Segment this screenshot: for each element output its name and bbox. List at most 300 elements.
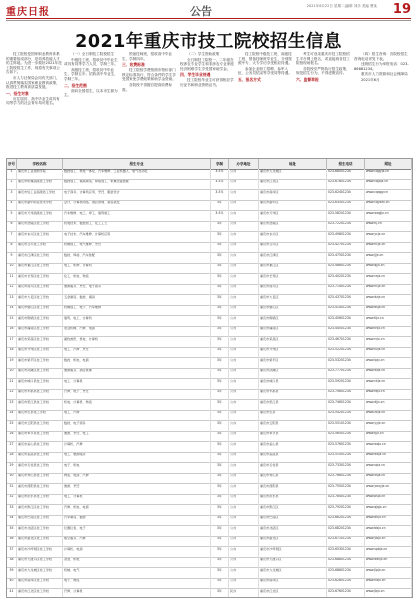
- table-cell: 39: [7, 568, 17, 579]
- table-cell: 3年: [211, 369, 229, 380]
- table-cell: 重庆市江津区: [259, 253, 327, 264]
- table-cell: 旅游服务、烹饪、电子商务: [63, 285, 211, 296]
- table-cell: 023-66201234: [327, 516, 365, 527]
- table-cell: www.qjqjx.cn: [365, 505, 412, 516]
- table-cell: 023-71401234: [327, 285, 365, 296]
- table-cell: 22: [7, 390, 17, 401]
- table-cell: 公办: [229, 306, 259, 317]
- table-row: [7, 379, 412, 390]
- table-cell: 重庆市渝北区: [259, 537, 327, 548]
- table-cell: www.bnjx.cn: [365, 516, 412, 527]
- table-cell: 公办: [229, 348, 259, 359]
- table-cell: 1: [7, 169, 17, 180]
- table-row: [7, 180, 412, 191]
- section-heading: 四、学生毕业待遇: [180, 72, 211, 78]
- table-cell: 25: [7, 421, 17, 432]
- newspaper-logo: 重庆日报: [6, 7, 50, 18]
- table-cell: 汽修、电子、烹饪: [63, 390, 211, 401]
- table-cell: www.jbjx.cn: [365, 589, 412, 598]
- table-cell: 3年: [211, 537, 229, 548]
- table-cell: www.cqjxjx.cn: [365, 180, 412, 191]
- table-cell: 20: [7, 369, 17, 380]
- table-cell: 计算机、电商: [63, 547, 211, 558]
- article-column: [64, 52, 120, 156]
- table-row: [7, 411, 412, 422]
- table-cell: 公办: [229, 369, 259, 380]
- paragraph: 预备技师班，招收高中毕业生，学制四年。: [122, 52, 173, 61]
- table-cell: 公办: [229, 526, 259, 537]
- table-cell: 5: [7, 211, 17, 222]
- table-cell: 公办: [229, 253, 259, 264]
- table-cell: 37: [7, 547, 17, 558]
- table-cell: 3年: [211, 453, 229, 464]
- paragraph: 面向全国招生，以本市生源为主。: [64, 88, 118, 98]
- table-cell: 重庆市万州高级技工学校: [17, 211, 63, 222]
- table-cell: 物流、电商、汽修: [63, 474, 211, 485]
- paragraph: 技工院校中级技工班、高级技工班、预备技师班毕业生，分别按照中专、大专学历享受相应待遇。: [238, 52, 292, 66]
- section-heading: 二、招生范围: [64, 82, 87, 88]
- article-column: [6, 52, 62, 156]
- table-cell: 重庆市沙坪坝区: [259, 547, 327, 558]
- table-cell: 会计、计算机网络、酒店管理、美容美发: [63, 201, 211, 212]
- table-cell: 重庆市大足区: [259, 295, 327, 306]
- table-cell: 电子商务、计算机应用、烹饪、服装设计: [63, 190, 211, 201]
- table-row: [7, 222, 412, 233]
- table-cell: www.ycjx.cn: [365, 232, 412, 243]
- table-row: [7, 253, 412, 264]
- table-cell: 重庆市潼南区技工学校: [17, 327, 63, 338]
- table-cell: 公办: [229, 379, 259, 390]
- table-row: [7, 453, 412, 464]
- table-cell: 机械加工、电子、汽车维修: [63, 306, 211, 317]
- table-cell: 数控、电子商务: [63, 421, 211, 432]
- table-cell: 40: [7, 579, 17, 590]
- table-cell: 重庆市黔江区技工学校: [17, 505, 63, 516]
- table-cell: 023-76601234: [327, 474, 365, 485]
- table-cell: 3年: [211, 484, 229, 495]
- table-cell: 公办: [229, 579, 259, 590]
- table-cell: 重庆市大足区技工学校: [17, 295, 63, 306]
- table-cell: 公办: [229, 285, 259, 296]
- table-cell: www.qjjx.cn: [365, 264, 412, 275]
- table-cell: 重庆市巫溪县技工学校: [17, 453, 63, 464]
- table-cell: 重庆市开州区: [259, 348, 327, 359]
- paragraph: 各院校应严格执行招生政策，规范招生行为，不得虚假宣传。: [296, 66, 350, 76]
- table-cell: 数控、焊接、汽车装配: [63, 253, 211, 264]
- table-cell: 023-68001234: [327, 169, 365, 180]
- table-cell: 27: [7, 442, 17, 453]
- section-heading: 五、报名方式: [238, 76, 261, 82]
- column-header: 学校名称: [17, 159, 63, 169]
- table-cell: 重庆市石柱县: [259, 463, 327, 474]
- table-cell: 32: [7, 495, 17, 506]
- school-table: [6, 158, 413, 598]
- table-cell: 电工、机修、计算机: [63, 264, 211, 275]
- table-row: [7, 526, 412, 537]
- table-cell: 民办: [229, 589, 259, 598]
- table-cell: 公办: [229, 232, 259, 243]
- table-cell: 公办: [229, 358, 259, 369]
- table-cell: www.bbjx.cn: [365, 526, 412, 537]
- table-cell: 3年: [211, 495, 229, 506]
- table-cell: 重庆市轻工业高级技工学校: [17, 190, 63, 201]
- paragraph: （二）学生资助政策: [187, 52, 220, 56]
- table-cell: 公办: [229, 547, 259, 558]
- column-header: 序号: [7, 159, 17, 169]
- table-cell: www.flj.cn: [365, 222, 412, 233]
- table-cell: 公办: [229, 201, 259, 212]
- table-row: [7, 547, 412, 558]
- table-cell: 11: [7, 274, 17, 285]
- table-cell: www.djjx.cn: [365, 400, 412, 411]
- issue-date: 2021年6月22日 星期二|编辑 刘乐 美编 曹某: [306, 4, 377, 8]
- table-cell: 数控、机电、电商: [63, 358, 211, 369]
- table-cell: 汽修、机电、电商: [63, 505, 211, 516]
- table-cell: 023-49801234: [327, 232, 365, 243]
- paragraph: 技工院校学费按照市物价部门核定标准执行，符合条件的学生享受国家免学费政策和助学金资助。: [122, 68, 176, 82]
- table-cell: www.cqgyjx.cn: [365, 169, 412, 180]
- table-cell: 汽车维修、电工、焊工、建筑施工: [63, 211, 211, 222]
- table-cell: 重庆市长寿区: [259, 274, 327, 285]
- table-cell: 重庆市巴南区: [259, 516, 327, 527]
- table-cell: 023-59201234: [327, 379, 365, 390]
- table-cell: 3年: [211, 432, 229, 443]
- table-cell: 公办: [229, 505, 259, 516]
- table-cell: 重庆市涪陵区技工学校: [17, 222, 63, 233]
- table-row: [7, 358, 412, 369]
- article-column: [354, 52, 410, 156]
- table-cell: 4: [7, 201, 17, 212]
- table-cell: 重庆市江北区: [259, 180, 327, 191]
- table-cell: 重庆市工业技师学院: [17, 169, 63, 180]
- table-cell: 3年: [211, 390, 229, 401]
- article-column: [180, 52, 236, 156]
- table-cell: 数控加工、机电一体化、汽车维修、工业机器人、电气自动化: [63, 169, 211, 180]
- table-cell: 023-44501234: [327, 327, 365, 338]
- article-column: [122, 52, 178, 156]
- table-cell: 重庆市沙坪坝区技工学校: [17, 547, 63, 558]
- table-cell: 12: [7, 285, 17, 296]
- table-cell: 计算机、汽修: [63, 442, 211, 453]
- table-cell: 公办: [229, 295, 259, 306]
- table-cell: 023-74601234: [327, 400, 365, 411]
- table-cell: 17: [7, 337, 17, 348]
- table-cell: 9: [7, 253, 17, 264]
- table-row: [7, 400, 412, 411]
- column-header: 招生电话: [327, 159, 365, 169]
- table-cell: 21: [7, 379, 17, 390]
- table-cell: 3年: [211, 358, 229, 369]
- column-header: 办学地址: [229, 159, 259, 169]
- table-cell: 重庆市永川区技工学校: [17, 232, 63, 243]
- table-cell: www.kzjx.cn: [365, 348, 412, 359]
- table-cell: 重庆市合川区: [259, 243, 327, 254]
- table-cell: www.wzgjjx.cn: [365, 211, 412, 222]
- table-cell: www.fdjx.cn: [365, 390, 412, 401]
- table-cell: 023-68801234: [327, 558, 365, 569]
- table-cell: 023-47501234: [327, 253, 365, 264]
- table-cell: 重庆市江北区技工学校: [17, 589, 63, 598]
- table-cell: 重庆市璧山区技工学校: [17, 306, 63, 317]
- table-cell: www.cqyzzx.cn: [365, 201, 412, 212]
- table-cell: 6: [7, 222, 17, 233]
- table-cell: 023-65301234: [327, 547, 365, 558]
- table-row: [7, 264, 412, 275]
- table-cell: 公办: [229, 537, 259, 548]
- table-cell: 重庆市彭水县: [259, 495, 327, 506]
- table-cell: 重庆市长寿区技工学校: [17, 274, 63, 285]
- table-cell: 重庆市巫溪县: [259, 453, 327, 464]
- table-cell: www.ddkjx.cn: [365, 558, 412, 569]
- table-cell: 公办: [229, 568, 259, 579]
- table-cell: 重庆市奉节县技工学校: [17, 432, 63, 443]
- table-cell: 023-46701234: [327, 337, 365, 348]
- table-cell: www.ckjx.cn: [365, 379, 412, 390]
- table-cell: 公办: [229, 264, 259, 275]
- table-cell: www.tljx.cn: [365, 316, 412, 327]
- table-row: [7, 463, 412, 474]
- table-cell: 重庆市武隆区技工学校: [17, 369, 63, 380]
- table-cell: 3年: [211, 232, 229, 243]
- table-row: [7, 495, 412, 506]
- table-cell: 3年: [211, 253, 229, 264]
- table-cell: 41: [7, 589, 17, 598]
- table-cell: 3年: [211, 547, 229, 558]
- table-cell: www.bsjx.cn: [365, 306, 412, 317]
- table-cell: 19: [7, 358, 17, 369]
- table-cell: 重庆市南川区: [259, 285, 327, 296]
- table-cell: 机电、计算机、物流: [63, 400, 211, 411]
- table-cell: 重庆市石柱县技工学校: [17, 463, 63, 474]
- table-row: [7, 274, 412, 285]
- table-cell: 仪器仪表、电子: [63, 526, 211, 537]
- table-cell: 重庆市合川技工学校: [17, 243, 63, 254]
- table-cell: 电子、机电: [63, 463, 211, 474]
- table-row: [7, 589, 412, 598]
- table-cell: 建筑、电工、计算机: [63, 316, 211, 327]
- table-cell: 公办: [229, 390, 259, 401]
- table-cell: 3年: [211, 463, 229, 474]
- table-cell: 公办: [229, 222, 259, 233]
- table-cell: 重庆市铜梁区: [259, 316, 327, 327]
- article-columns: [6, 52, 411, 156]
- table-cell: 重庆市南川区技工学校: [17, 285, 63, 296]
- paragraph: 各院校不得擅自提高收费标准。: [122, 82, 173, 92]
- table-cell: 24: [7, 411, 17, 422]
- table-cell: 3-5年: [211, 169, 229, 180]
- table-cell: 重庆市南岸区: [259, 190, 327, 201]
- table-cell: 023-57601234: [327, 442, 365, 453]
- table-row: [7, 201, 412, 212]
- table-row: [7, 579, 412, 590]
- table-cell: 023-45601234: [327, 316, 365, 327]
- table-cell: 冶金、机电: [63, 558, 211, 569]
- table-cell: www.xsjx.cn: [365, 474, 412, 485]
- table-cell: 023-68201234: [327, 526, 365, 537]
- table-cell: 3年: [211, 264, 229, 275]
- table-cell: 重庆市南岸区: [259, 579, 327, 590]
- table-cell: 重庆市潼南区: [259, 327, 327, 338]
- table-cell: 电子技术、汽车维修、计算机应用: [63, 232, 211, 243]
- table-cell: 重庆市忠县技工学校: [17, 411, 63, 422]
- table-row: [7, 484, 412, 495]
- table-cell: www.ncjx.cn: [365, 285, 412, 296]
- table-cell: 023-73301234: [327, 463, 365, 474]
- table-cell: 重庆市南岸区技工学校: [17, 579, 63, 590]
- paragraph: 技工院校是国家职业教育体系的重要组成部分，是培养技能人才的主阵地。为进一步做好2021年技工院校招生工作，现将有关事项公告如下。: [6, 52, 62, 75]
- table-cell: 3年: [211, 379, 229, 390]
- table-cell: www.wljx.cn: [365, 369, 412, 380]
- table-cell: 重庆市璧山区: [259, 306, 327, 317]
- table-cell: www.lpjx.cn: [365, 358, 412, 369]
- table-cell: 电子、物流: [63, 579, 211, 590]
- table-row: [7, 558, 412, 569]
- table-cell: 38: [7, 558, 17, 569]
- paragraph: （四）招生咨询：各院校招生咨询电话详见下表。: [354, 52, 408, 61]
- table-cell: 重庆市万州区: [259, 211, 327, 222]
- table-cell: 航空服务、汽修: [63, 537, 211, 548]
- column-header: 地址: [259, 159, 327, 169]
- table-cell: 重庆市巫山县技工学校: [17, 442, 63, 453]
- table-cell: 34: [7, 516, 17, 527]
- table-cell: 14: [7, 306, 17, 317]
- table-cell: 重庆市丰都县技工学校: [17, 390, 63, 401]
- paragraph: 中级技工班，招收初中毕业生或具有同等学力人员，学制三年。: [64, 57, 118, 67]
- table-cell: www.fjjx.cn: [365, 432, 412, 443]
- table-cell: 重庆市垫江县技工学校: [17, 400, 63, 411]
- table-cell: 公办: [229, 190, 259, 201]
- table-cell: www.yyjx.cn: [365, 421, 412, 432]
- table-cell: 重庆市江北区: [259, 589, 327, 598]
- table-cell: 023-40201234: [327, 274, 365, 285]
- paragraph: 参加企业职工招聘、参军入伍、公务员招录等享受同等待遇。: [238, 66, 292, 76]
- table-cell: 3年: [211, 348, 229, 359]
- table-cell: 重庆市秀山县技工学校: [17, 474, 63, 485]
- section-heading: 三、收费标准: [122, 62, 145, 68]
- table-cell: 电工、计算机: [63, 379, 211, 390]
- table-cell: 重庆市荣昌区: [259, 337, 327, 348]
- table-cell: 公办: [229, 400, 259, 411]
- table-cell: 3年: [211, 327, 229, 338]
- table-cell: 023-75501234: [327, 484, 365, 495]
- table-cell: 28: [7, 453, 17, 464]
- table-cell: www.rcjx.cn: [365, 337, 412, 348]
- table-cell: 重庆市綦江区: [259, 264, 327, 275]
- table-row: [7, 285, 412, 296]
- table-cell: 3年: [211, 274, 229, 285]
- section-heading: 一、招生对象: [6, 90, 29, 96]
- article-column: [238, 52, 294, 156]
- table-cell: 公办: [229, 558, 259, 569]
- table-cell: 公办: [229, 442, 259, 453]
- table-cell: 公办: [229, 180, 259, 191]
- table-cell: 公办: [229, 274, 259, 285]
- table-cell: 畜牧兽医、机电、计算机: [63, 337, 211, 348]
- table-cell: 3年: [211, 474, 229, 485]
- table-cell: 13: [7, 295, 17, 306]
- table-cell: www.najx.cn: [365, 579, 412, 590]
- article-column: [296, 52, 352, 156]
- table-cell: 重庆市江津区技工学校: [17, 253, 63, 264]
- table-cell: 3年: [211, 400, 229, 411]
- table-cell: www.wsjx.cn: [365, 442, 412, 453]
- table-cell: 023-68601234: [327, 568, 365, 579]
- table-row: [7, 390, 412, 401]
- table-cell: www.tnjx.cn: [365, 327, 412, 338]
- table-cell: 023-63501234: [327, 201, 365, 212]
- table-cell: 公办: [229, 484, 259, 495]
- table-cell: 023-55101234: [327, 421, 365, 432]
- table-row: [7, 442, 412, 453]
- table-cell: 重庆市梁平区: [259, 358, 327, 369]
- table-cell: 023-62401234: [327, 190, 365, 201]
- table-cell: 重庆市垫江县: [259, 400, 327, 411]
- section-title: 公告: [190, 5, 212, 18]
- paragraph: 考生可登录重庆市技工院校招生平台网上报名，或直接到各技工院校现场报名。: [296, 52, 350, 66]
- table-cell: 重庆市大渡口区: [259, 558, 327, 569]
- table-cell: 机械加工、电气维修、烹饪: [63, 243, 211, 254]
- table-cell: 3-5年: [211, 211, 229, 222]
- table-cell: www.psjx.cn: [365, 495, 412, 506]
- table-row: [7, 190, 412, 201]
- table-cell: 31: [7, 484, 17, 495]
- table-cell: 机械、电气: [63, 568, 211, 579]
- table-cell: 农业机械、汽修、电商: [63, 327, 211, 338]
- column-header: 学制: [211, 159, 229, 169]
- table-cell: 2: [7, 180, 17, 191]
- masthead-rule: [6, 18, 411, 19]
- table-cell: 重庆市机械高级技工学校: [17, 180, 63, 191]
- table-cell: 重庆市云阳县: [259, 421, 327, 432]
- table-cell: 汽修、计算机: [63, 589, 211, 598]
- table-cell: 重庆市丰都县: [259, 390, 327, 401]
- table-cell: 公办: [229, 495, 259, 506]
- table-row: [7, 337, 412, 348]
- table-cell: 023-70601234: [327, 390, 365, 401]
- table-cell: 023-77701234: [327, 369, 365, 380]
- paragraph: 技工院校毕业生可获得相应学历证书和职业资格证书。: [180, 78, 234, 87]
- table-cell: 重庆市云阳县技工学校: [17, 421, 63, 432]
- table-row: [7, 432, 412, 443]
- table-cell: 16: [7, 327, 17, 338]
- table-cell: 重庆市北碚区: [259, 526, 327, 537]
- table-cell: 3年: [211, 505, 229, 516]
- table-cell: 数控加工、模具制造、焊接加工、机械设备装配: [63, 180, 211, 191]
- table-cell: www.dzjx.cn: [365, 295, 412, 306]
- table-cell: 023-79201234: [327, 505, 365, 516]
- table-cell: 公办: [229, 463, 259, 474]
- table-cell: 3年: [211, 421, 229, 432]
- table-cell: 023-72201234: [327, 222, 365, 233]
- table-body: [7, 169, 412, 598]
- table-cell: 汽车制造、数控: [63, 516, 211, 527]
- table-cell: 15: [7, 316, 17, 327]
- table-cell: 重庆市彭水县技工学校: [17, 495, 63, 506]
- table-cell: 重庆市酉阳县技工学校: [17, 484, 63, 495]
- table-cell: 五金制造、数控、模具: [63, 295, 211, 306]
- column-header: 招生专业: [63, 159, 211, 169]
- table-cell: 023-58201234: [327, 211, 365, 222]
- table-cell: 023-53201234: [327, 358, 365, 369]
- table-cell: 重庆市渝北区技工学校: [17, 537, 63, 548]
- table-cell: 023-43701234: [327, 295, 365, 306]
- table-cell: 重庆市城口县: [259, 379, 327, 390]
- table-cell: 023-67801234: [327, 180, 365, 191]
- table-cell: 3年: [211, 243, 229, 254]
- table-cell: 023-51501234: [327, 453, 365, 464]
- table-cell: 30: [7, 474, 17, 485]
- table-cell: 3年: [211, 558, 229, 569]
